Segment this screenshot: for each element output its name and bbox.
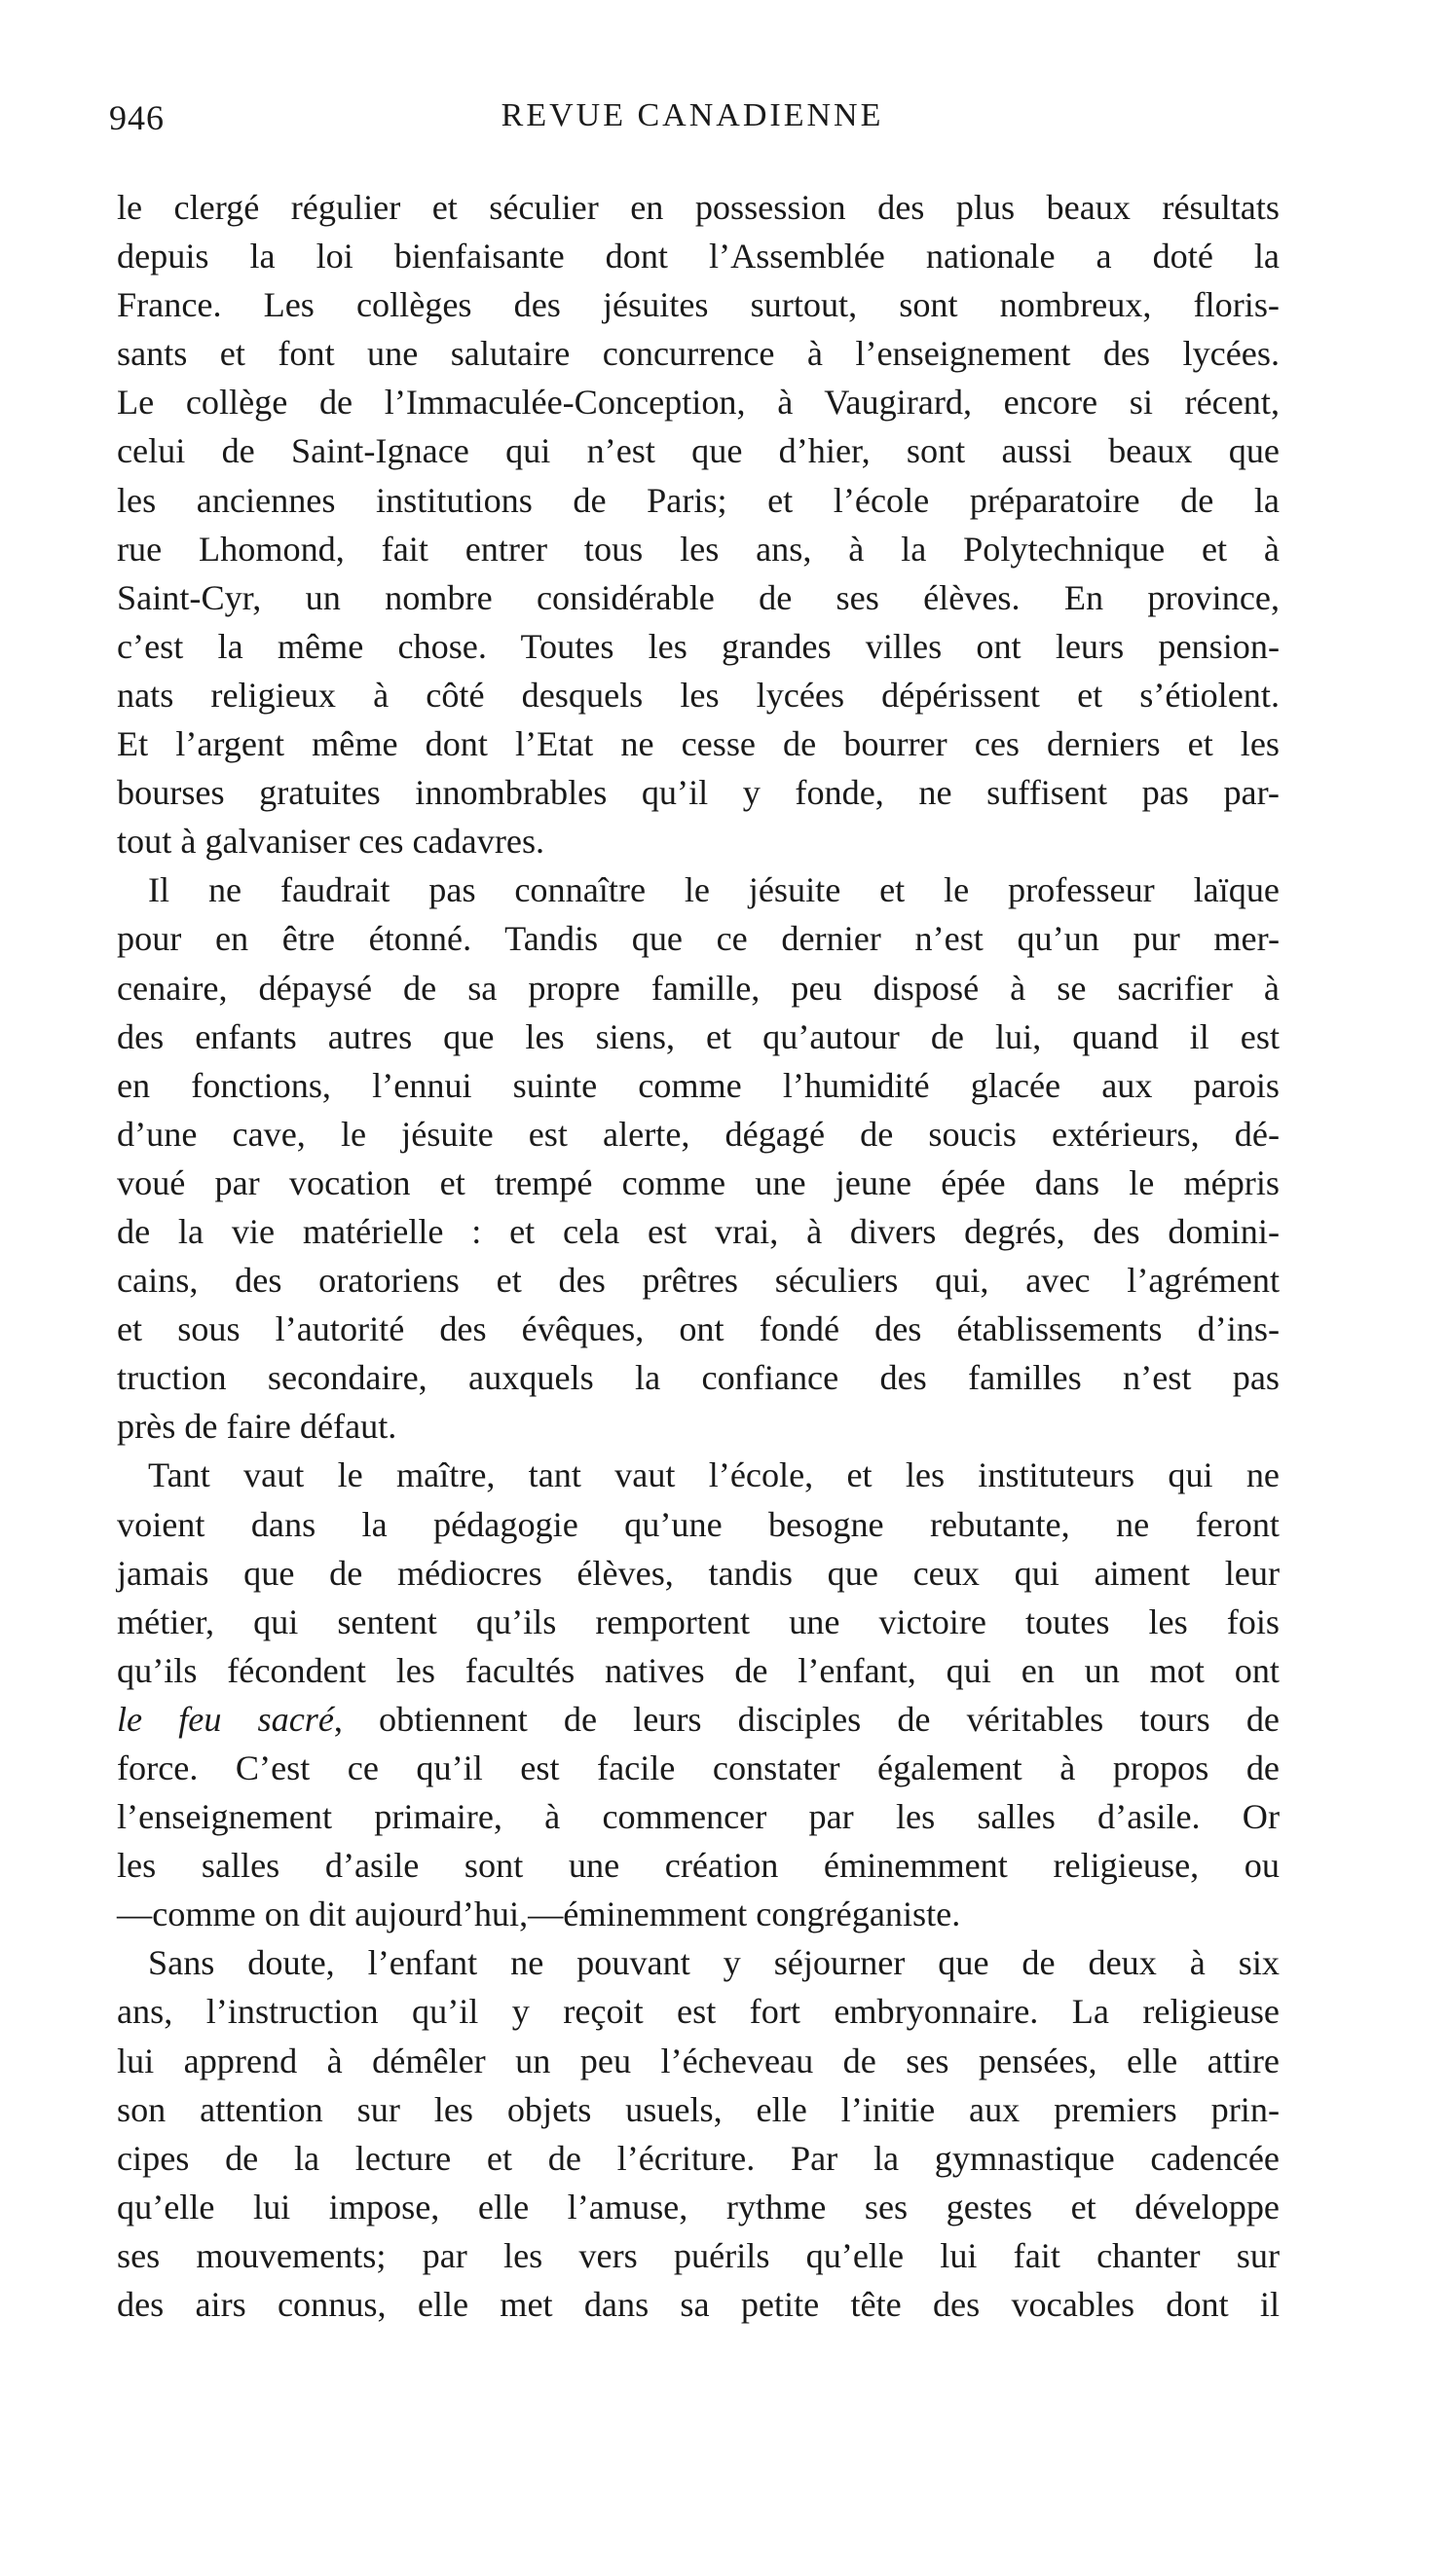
text-line: France. Les collèges des jésuites surtout, sont nombreux, floris- xyxy=(117,285,1280,325)
text-line: des airs connus, elle met dans sa petite tête des vocables dont il xyxy=(117,2285,1280,2325)
text-line: sants et font une salutaire concurrence à l’enseignement des lycées. xyxy=(117,334,1280,374)
text-line: rue Lhomond, fait entrer tous les ans, à la Polytechnique et à xyxy=(117,529,1280,569)
text-line: Saint-Cyr, un nombre considérable de ses élèves. En province, xyxy=(117,577,1280,617)
text-line: pour en être étonné. Tandis que ce dernier n’est qu’un pur mer- xyxy=(117,919,1280,959)
text-line: son attention sur les objets usuels, elle l’initie aux premiers prin- xyxy=(117,2089,1280,2129)
text-line: les anciennes institutions de Paris; et l’école préparatoire de la xyxy=(117,480,1280,520)
text-line: jamais que de médiocres élèves, tandis que ceux qui aiment leur xyxy=(117,1553,1280,1593)
text-line: Le collège de l’Immaculée-Conception, à Vaugirard, encore si récent, xyxy=(117,383,1280,423)
text-line: Il ne faudrait pas connaître le jésuite et le professeur laïque xyxy=(148,870,1280,910)
paragraph xyxy=(117,1451,1280,1938)
text-line: tout à galvaniser ces cadavres. xyxy=(117,822,545,862)
text-line: Tant vaut le maître, tant vaut l’école, et les instituteurs qui ne xyxy=(148,1455,1280,1495)
text-line: des enfants autres que les siens, et qu’autour de lui, quand il est xyxy=(117,1016,1280,1056)
text-line: voient dans la pédagogie qu’une besogne rebutante, ne feront xyxy=(117,1504,1280,1544)
text-run: , obtiennent de leurs disciples de véritables tours de xyxy=(333,1699,1280,1739)
text-line: voué par vocation et trempé comme une jeune épée dans le mépris xyxy=(117,1162,1280,1202)
text-line: force. C’est ce qu’il est facile constater également à propos de xyxy=(117,1748,1280,1787)
text-line: c’est la même chose. Toutes les grandes villes ont leurs pension- xyxy=(117,626,1280,666)
text-line: de la vie matérielle : et cela est vrai, à divers degrés, des domini- xyxy=(117,1211,1280,1251)
text-line: d’une cave, le jésuite est alerte, dégagé de soucis extérieurs, dé- xyxy=(117,1114,1280,1154)
text-line: métier, qui sentent qu’ils remportent une victoire toutes les fois xyxy=(117,1601,1280,1641)
text-line: bourses gratuites innombrables qu’il y fonde, ne suffisent pas par- xyxy=(117,773,1280,813)
text-line: le clergé régulier et séculier en possession des plus beaux résultats xyxy=(117,188,1280,227)
text-line: ses mouvements; par les vers puérils qu’elle lui fait chanter sur xyxy=(117,2235,1280,2275)
page-number: 946 xyxy=(109,98,165,137)
text-line: qu’elle lui impose, elle l’amuse, rythme ses gestes et développe xyxy=(117,2187,1280,2226)
paragraph xyxy=(117,1938,1280,2329)
text-line: les salles d’asile sont une création éminemment religieuse, ou xyxy=(117,1846,1280,1886)
text-line: —comme on dit aujourd’hui,—éminemment congréganiste. xyxy=(117,1895,961,1934)
text-line: Sans doute, l’enfant ne pouvant y séjourner que de deux à six xyxy=(148,1943,1280,1983)
paragraph xyxy=(117,865,1280,1451)
running-title: REVUE CANADIENNE xyxy=(501,97,884,133)
text-line: qu’ils fécondent les facultés natives de l’enfant, qui en un mot ont xyxy=(117,1650,1280,1690)
text-line: près de faire défaut. xyxy=(117,1407,397,1447)
text-line: cains, des oratoriens et des prêtres séculiers qui, avec l’agrément xyxy=(117,1261,1280,1301)
text-line: cipes de la lecture et de l’écriture. Par la gymnastique cadencée xyxy=(117,2138,1280,2178)
paragraph xyxy=(117,183,1280,865)
italic-phrase: le feu sacré xyxy=(117,1699,334,1739)
text-line: depuis la loi bienfaisante dont l’Assemblée nationale a doté la xyxy=(117,237,1280,276)
text-line: truction secondaire, auxquels la confiance des familles n’est pas xyxy=(117,1358,1280,1398)
text-line: l’enseignement primaire, à commencer par les salles d’asile. Or xyxy=(117,1797,1280,1837)
text-line: lui apprend à démêler un peu l’écheveau de ses pensées, elle attire xyxy=(117,2041,1280,2080)
text-line: celui de Saint-Ignace qui n’est que d’hier, sont aussi beaux que xyxy=(117,431,1280,471)
page-header xyxy=(109,97,1276,156)
text-line: ans, l’instruction qu’il y reçoit est fort embryonnaire. La religieuse xyxy=(117,1992,1280,2032)
text-line: cenaire, dépaysé de sa propre famille, peu disposé à se sacrifier à xyxy=(117,968,1280,1008)
text-line: Et l’argent même dont l’Etat ne cesse de bourrer ces derniers et les xyxy=(117,724,1280,764)
text-line xyxy=(117,1695,1280,1744)
text-line: en fonctions, l’ennui suinte comme l’humidité glacée aux parois xyxy=(117,1065,1280,1105)
body-text xyxy=(117,183,1280,2329)
text-line: nats religieux à côté desquels les lycées dépérissent et s’étiolent. xyxy=(117,675,1280,715)
text-line: et sous l’autorité des évêques, ont fondé des établissements d’ins- xyxy=(117,1309,1280,1349)
